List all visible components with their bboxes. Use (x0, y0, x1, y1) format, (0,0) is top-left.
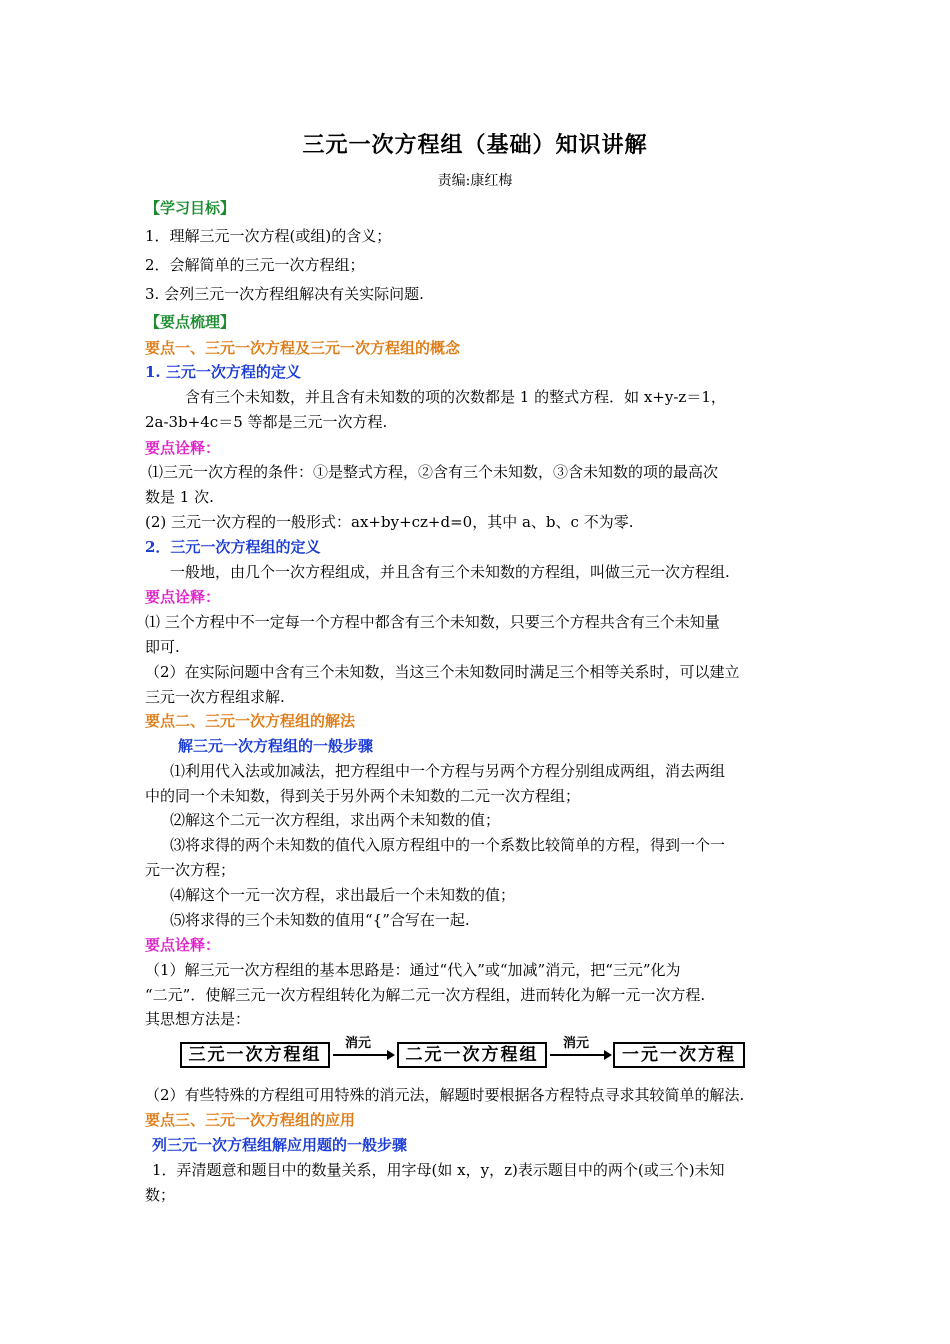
flow-arrow-label: 消元 (345, 1036, 372, 1051)
point-3-heading: 要点三、三元一次方程组的应用 (145, 1111, 356, 1129)
page-title: 三元一次方程组（基础）知识讲解 (302, 132, 648, 158)
step-line: ⑶将求得的两个未知数的值代入原方程组中的一个系数比较简单的方程，得到一个一 (170, 836, 726, 854)
subheading-application-steps: 列三元一次方程组解应用题的一般步骤 (152, 1136, 408, 1154)
flow-arrow (333, 1054, 393, 1056)
editor-line: 责编:康红梅 (437, 173, 513, 189)
step-line: ⑵解这个二元一次方程组，求出两个未知数的值； (170, 811, 501, 829)
paragraph-line: (2) 三元一次方程的一般形式：ax+by+cz+d=0，其中 a、b、c 不为零. (145, 513, 634, 531)
section-heading-points: 【要点梳理】 (145, 313, 236, 331)
flow-arrow-label: 消元 (563, 1036, 590, 1051)
objective-3: 3. 会列三元一次方程组解决有关实际问题. (145, 285, 424, 303)
paragraph-line: 数； (145, 1186, 176, 1204)
note-heading: 要点诠释： (145, 936, 221, 954)
section-heading-objectives: 【学习目标】 (145, 199, 236, 217)
paragraph-line: 含有三个未知数，并且含有未知数的项的次数都是 1 的整式方程．如 x+y-z＝1， (185, 388, 726, 406)
paragraph-line: ⑴三元一次方程的条件：①是整式方程，②含有三个未知数，③含未知数的项的最高次 (148, 463, 719, 481)
subheading-definition-2: 2．三元一次方程组的定义 (145, 538, 321, 556)
paragraph-line: ⑴ 三个方程中不一定每一个方程中都含有三个未知数，只要三个方程共含有三个未知量 (145, 613, 720, 631)
paragraph-line: （1）解三元一次方程组的基本思路是：通过“代入”或“加减”消元，把“三元”化为 (145, 961, 681, 979)
step-line: 中的同一个未知数，得到关于另外两个未知数的二元一次方程组； (145, 787, 581, 805)
flow-box-binary: 二元一次方程组 (397, 1042, 547, 1068)
paragraph-line: 1．弄清题意和题目中的数量关系，用字母(如 x，y，z)表示题目中的两个(或三个)未知 (152, 1161, 725, 1179)
note-heading: 要点诠释： (145, 588, 221, 606)
paragraph-line: （2）在实际问题中含有三个未知数，当这三个未知数同时满足三个相等关系时，可以建立 (145, 663, 740, 681)
step-line: ⑴利用代入法或加减法，把方程组中一个方程与另两个方程分别组成两组，消去两组 (170, 762, 726, 780)
point-1-heading: 要点一、三元一次方程及三元一次方程组的概念 (145, 339, 461, 357)
subheading-definition-1: 1. 三元一次方程的定义 (145, 363, 301, 381)
objective-2: 2．会解简单的三元一次方程组； (145, 256, 365, 274)
flow-box-unary: 一元一次方程 (613, 1042, 745, 1068)
paragraph-line: 数是 1 次. (145, 488, 214, 506)
elimination-flow-diagram (175, 1032, 755, 1072)
flow-box-ternary: 三元一次方程组 (180, 1042, 330, 1068)
paragraph-line: 三元一次方程组求解. (145, 688, 285, 706)
paragraph-line: 2a-3b+4c＝5 等都是三元一次方程. (145, 413, 388, 431)
paragraph-line: 其思想方法是： (145, 1010, 251, 1028)
objective-1: 1．理解三元一次方程(或组)的含义； (145, 227, 392, 245)
paragraph-line: 一般地，由几个一次方程组成，并且含有三个未知数的方程组，叫做三元一次方程组. (170, 563, 730, 581)
flow-arrow (550, 1054, 610, 1056)
step-line: ⑷解这个一元一次方程，求出最后一个未知数的值； (170, 886, 516, 904)
point-2-heading: 要点二、三元一次方程组的解法 (145, 712, 356, 730)
paragraph-line: （2）有些特殊的方程组可用特殊的消元法，解题时要根据各方程特点寻求其较简单的解法. (145, 1086, 745, 1104)
note-heading: 要点诠释： (145, 439, 221, 457)
step-line: 元一次方程； (145, 861, 236, 879)
paragraph-line: 即可. (145, 638, 180, 656)
paragraph-line: “二元”．使解三元一次方程组转化为解二元一次方程组，进而转化为解一元一次方程. (145, 986, 706, 1004)
subheading-steps: 解三元一次方程组的一般步骤 (178, 737, 374, 755)
step-line: ⑸将求得的三个未知数的值用“{”合写在一起. (170, 911, 470, 929)
